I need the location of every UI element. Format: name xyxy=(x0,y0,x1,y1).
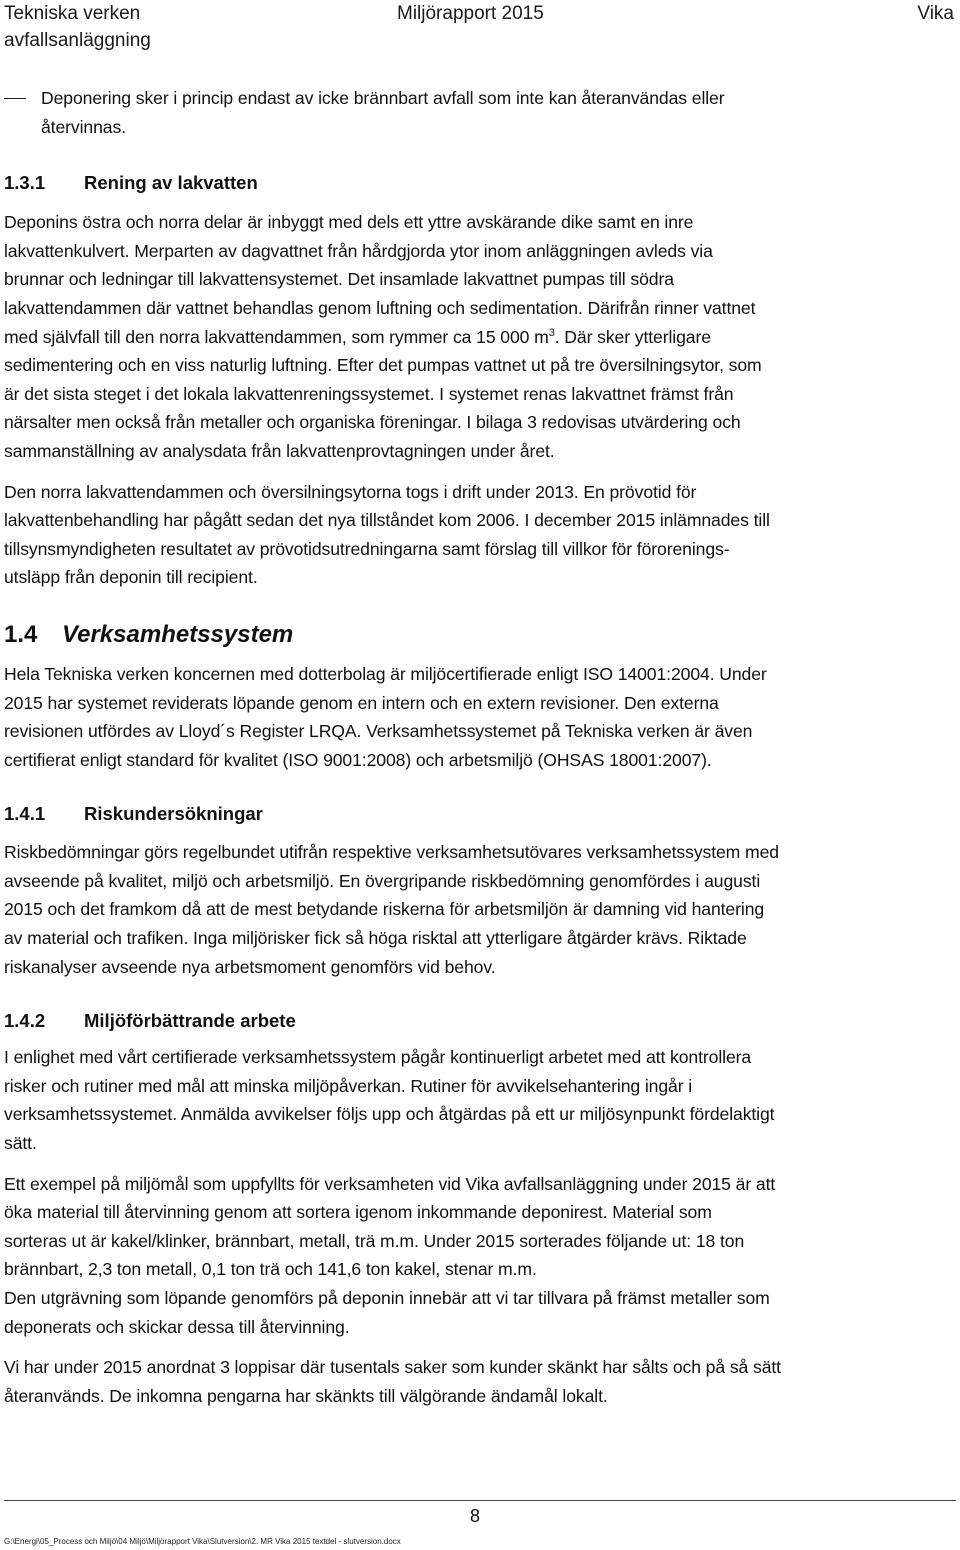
section-heading-1-4-2 xyxy=(4,1007,950,1035)
section-number: 1.3.1 xyxy=(4,172,46,194)
text-line: riskanalyser avseende nya arbetsmoment genomförs vid behov. xyxy=(4,956,496,977)
text-line: av material och trafiken. Inga miljörisker fick så höga risktal att ytterligare åtgärder krävs. Riktade xyxy=(4,928,747,949)
text-line: Vi har under 2015 anordnat 3 loppisar där tusentals saker som kunder skänkt har sålts och på så sätt xyxy=(4,1357,781,1378)
file-path: G:\Energi\05_Process och Miljö\04 Miljö\Miljörapport Vika\Slutversion\2. MR Vika 2015 textdel - slutversion.docx xyxy=(4,1537,401,1546)
section-title: Verksamhetssystem xyxy=(62,620,294,648)
text-line: sedimentering och en viss naturlig luftning. Efter det pumpas vattnet ut på tre översilningsytor, som xyxy=(4,355,762,376)
text-line: risker och rutiner med mål att minska miljöpåverkan. Rutiner för avvikelsehantering ingår i xyxy=(4,1075,693,1096)
paragraph-enlighet xyxy=(4,1043,950,1157)
text-line: 2015 och det framkom då att de mest betydande riskerna för arbetsmiljön är damning vid hantering xyxy=(4,899,765,920)
section-number: 1.4 xyxy=(4,620,38,648)
header-facility: avfallsanläggning xyxy=(4,30,151,51)
text-line: Den utgrävning som löpande genomförs på deponin innebär att vi tar tillvara på främst metaller som xyxy=(4,1288,770,1308)
text-line: certifierat enligt standard för kvalitet (ISO 9001:2008) och arbetsmiljö (OHSAS 18001:2007). xyxy=(4,749,712,770)
bullet-item xyxy=(0,84,950,141)
header-company: Tekniska verken xyxy=(4,3,141,24)
text-line: verksamhetssystemet. Anmälda avvikelser följs upp och åtgärdas på ett ur miljösynpunkt fördelaktigt xyxy=(4,1104,775,1125)
text-line: deponerats och skickar dessa till återvinning. xyxy=(4,1316,350,1337)
section-title: Miljöförbättrande arbete xyxy=(84,1010,296,1032)
text-line: 2015 har systemet reviderats löpande genom en intern och en extern revisioner. Den externa xyxy=(4,692,719,713)
text-line: lakvattendammen där vattnet behandlas genom luftning och sedimentation. Därifrån rinner vattnet xyxy=(4,297,756,318)
paragraph-exempel xyxy=(4,1170,950,1342)
section-heading-1-4 xyxy=(4,618,950,652)
section-title: Rening av lakvatten xyxy=(84,172,258,194)
header-left xyxy=(4,0,151,54)
text-line: sammanställning av analysdata från lakvattenprovtagningen under året. xyxy=(4,440,555,461)
text-line: lakvattenbehandling har pågått sedan det nya tillståndet kom 2006. I december 2015 inlämnades till xyxy=(4,510,770,531)
section-heading-1-4-1 xyxy=(4,800,950,828)
paragraph-provotid xyxy=(4,478,950,592)
paragraph-lakvatten xyxy=(4,208,950,465)
text-line: återanvänds. De inkomna pengarna har skänkts till välgörande ändamål lokalt. xyxy=(4,1385,608,1406)
text-line: med självfall till den norra lakvattendammen, som rymmer ca 15 000 $m^3$. Där sker ytterligare xyxy=(4,326,711,347)
text-line: öka material till återvinning genom att sortera igenom inkommande deponirest. Material som xyxy=(4,1202,712,1223)
text-line: sorteras ut är kakel/klinker, brännbart, metall, trä m.m. Under 2015 sorterades följande ut: 18 ton xyxy=(4,1230,745,1251)
page-header xyxy=(0,0,960,60)
text-line: brännbart, 2,3 ton metall, 0,1 ton trä och 141,6 ton kakel, stenar m.m. xyxy=(4,1259,537,1280)
paragraph-loppisar xyxy=(4,1353,950,1410)
text-line: lakvattenkulvert. Merparten av dagvattnet från hårdgjorda ytor inom anläggningen avleds via xyxy=(4,240,713,261)
header-report-title: Miljörapport 2015 xyxy=(397,3,544,24)
text-line: I enlighet med vårt certifierade verksamhetssystem pågår kontinuerligt arbetet med att kontrollera xyxy=(4,1047,752,1068)
text-line: Den norra lakvattendammen och översilningsytorna togs i drift under 2013. En prövotid för xyxy=(4,481,697,502)
paragraph-risk xyxy=(4,838,950,981)
text-line: revisionen utfördes av Lloyd´s Register LRQA. Verksamhetssystemet på Tekniska verken är även xyxy=(4,721,753,742)
text-line: avseende på kvalitet, miljö och arbetsmiljö. En övergripande riskbedömning genomfördes i augusti xyxy=(4,870,761,891)
paragraph-verksamhetssystem xyxy=(4,660,950,774)
text-line: tillsynsmyndigheten resultatet av prövotidsutredningarna samt förslag till villkor för förorenings- xyxy=(4,538,730,559)
text-line: närsalter men också från metaller och organiska föreningar. I bilaga 3 redovisas utvärdering och xyxy=(4,412,741,433)
text-line: Riskbedömningar görs regelbundet utifrån respektive verksamhetsutövares verksamhetssystem med xyxy=(4,842,779,863)
bullet-line: Deponering sker i princip endast av icke brännbart avfall som inte kan återanvändas eller xyxy=(41,88,725,108)
text-line: Ett exempel på miljömål som uppfyllts för verksamheten vid Vika avfallsanläggning under 2015 är att xyxy=(4,1173,776,1194)
section-title: Riskundersökningar xyxy=(84,803,263,825)
page-number: 8 xyxy=(470,1506,481,1526)
header-site: Vika xyxy=(917,3,954,24)
text-line: utsläpp från deponin till recipient. xyxy=(4,567,258,588)
section-heading-1-3-1 xyxy=(4,169,950,197)
bullet-line: återvinnas. xyxy=(41,116,126,137)
text-line: är det sista steget i det lokala lakvattenreningssystemet. I systemet renas lakvattnet främst från xyxy=(4,383,734,404)
section-number: 1.4.2 xyxy=(4,1010,46,1032)
document-body xyxy=(0,84,950,1410)
text-line: sätt. xyxy=(4,1133,37,1154)
text-line: Deponins östra och norra delar är inbyggt med dels ett yttre avskärande dike samt en inre xyxy=(4,212,694,233)
section-number: 1.4.1 xyxy=(4,803,46,825)
dash-bullet-icon xyxy=(4,98,26,99)
text-line: brunnar och ledningar till lakvattensystemet. Det insamlade lakvattnet pumpas till södra xyxy=(4,269,674,290)
text-line: Hela Tekniska verken koncernen med dotterbolag är miljöcertifierade enligt ISO 14001:2004. Under xyxy=(4,663,767,684)
footer-divider xyxy=(4,1500,956,1501)
